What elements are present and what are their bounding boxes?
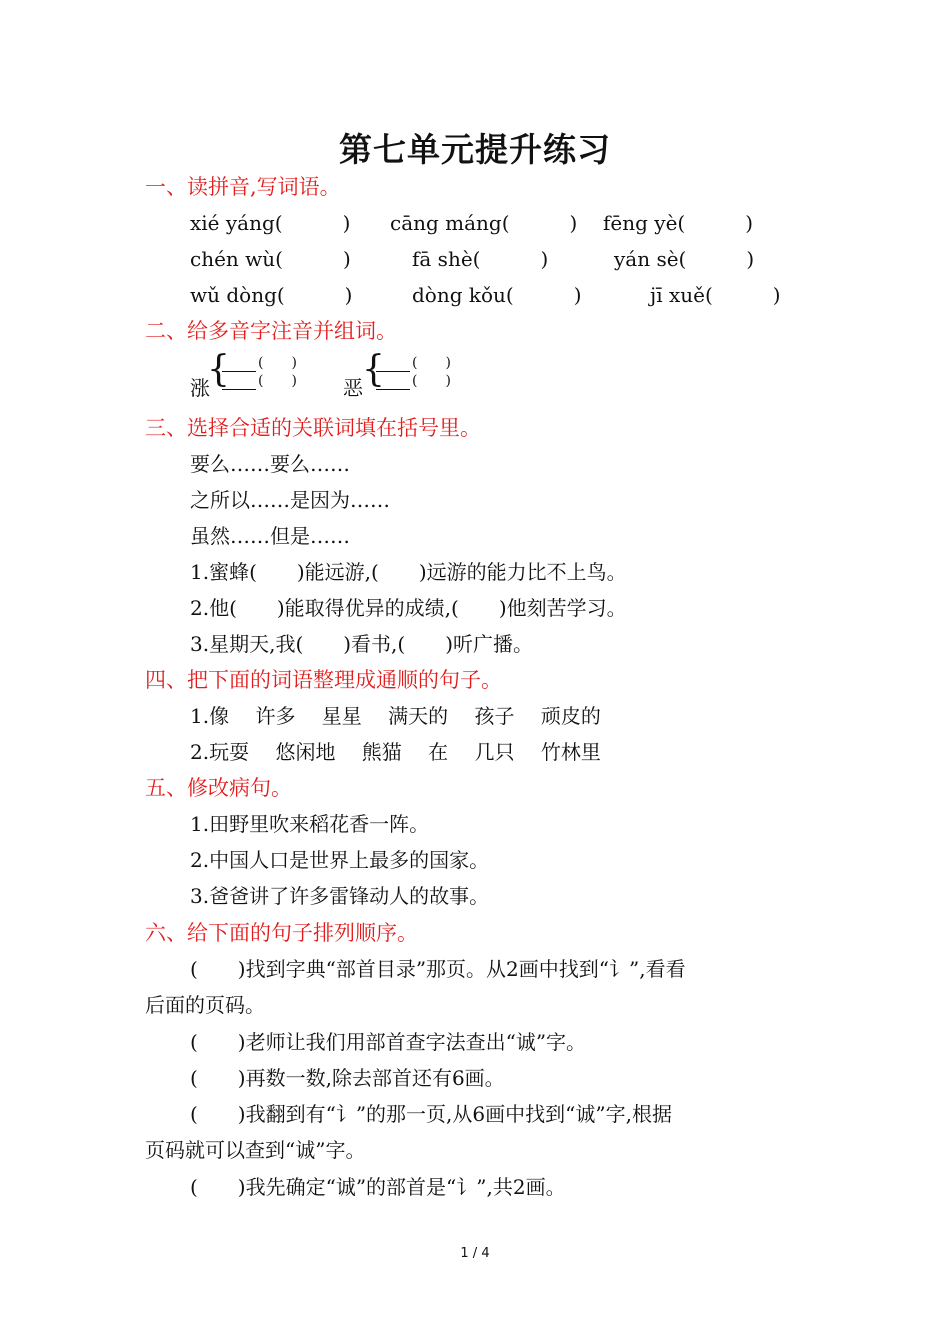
question-item: 2.中国人口是世界上最多的国家。 — [190, 848, 490, 872]
question-item: 1.像 许多 星星 满天的 孩子 顽皮的 — [190, 704, 601, 728]
pinyin-item: xié yáng( ) — [190, 211, 351, 235]
blank-line: ( ) — [222, 372, 297, 390]
polyphone-char-2: 恶 — [343, 376, 363, 400]
pinyin-item: wǔ dòng( ) — [190, 283, 353, 307]
pinyin-item: fēng yè( ) — [603, 211, 754, 235]
pinyin-item: cāng máng( ) — [390, 211, 578, 235]
blank-line: ( ) — [376, 372, 451, 390]
order-sentence: ( )再数一数,除去部首还有6画。 — [190, 1066, 505, 1090]
question-item: 2.他( )能取得优异的成绩,( )他刻苦学习。 — [190, 596, 627, 620]
order-sentence: ( )老师让我们用部首查字法查出“诚”字。 — [190, 1030, 587, 1054]
brace-icon: { — [207, 349, 230, 390]
order-sentence: ( )我先确定“诚”的部首是“讠”,共2画。 — [190, 1175, 566, 1199]
question-item: 3.星期天,我( )看书,( )听广播。 — [190, 632, 534, 656]
blank-line: ( ) — [376, 354, 451, 372]
page-title: 第七单元提升练习 — [339, 130, 611, 169]
section-1-heading: 一、读拼音,写词语。 — [145, 175, 341, 199]
section-6-heading: 六、给下面的句子排列顺序。 — [145, 921, 418, 945]
polyphone-char-1: 涨 — [190, 376, 210, 400]
conjunction-option: 之所以……是因为…… — [190, 488, 390, 512]
page-number: 1 / 4 — [460, 1246, 490, 1261]
order-sentence-continued: 页码就可以查到“诚”字。 — [145, 1138, 366, 1162]
order-sentence: ( )我翻到有“讠”的那一页,从6画中找到“诚”字,根据 — [190, 1102, 672, 1126]
section-4-heading: 四、把下面的词语整理成通顺的句子。 — [145, 668, 502, 692]
pinyin-item: jī xuě( ) — [650, 283, 781, 307]
section-2-heading: 二、给多音字注音并组词。 — [145, 319, 397, 343]
pinyin-item: yán sè( ) — [614, 247, 755, 271]
question-item: 3.爸爸讲了许多雷锋动人的故事。 — [190, 884, 490, 908]
brace-icon: { — [362, 349, 385, 390]
question-item: 1.田野里吹来稻花香一阵。 — [190, 812, 430, 836]
conjunction-option: 虽然……但是…… — [190, 524, 350, 548]
conjunction-option: 要么……要么…… — [190, 452, 350, 476]
pinyin-item: fā shè( ) — [412, 247, 549, 271]
question-item: 2.玩耍 悠闲地 熊猫 在 几只 竹林里 — [190, 740, 601, 764]
pinyin-item: dòng kǒu( ) — [412, 283, 582, 307]
section-3-heading: 三、选择合适的关联词填在括号里。 — [145, 416, 481, 440]
pinyin-item: chén wù( ) — [190, 247, 351, 271]
section-5-heading: 五、修改病句。 — [145, 776, 292, 800]
order-sentence-continued: 后面的页码。 — [145, 993, 265, 1017]
question-item: 1.蜜蜂( )能远游,( )远游的能力比不上鸟。 — [190, 560, 627, 584]
order-sentence: ( )找到字典“部首目录”那页。从2画中找到“讠”,看看 — [190, 957, 686, 981]
blank-line: ( ) — [222, 354, 297, 372]
